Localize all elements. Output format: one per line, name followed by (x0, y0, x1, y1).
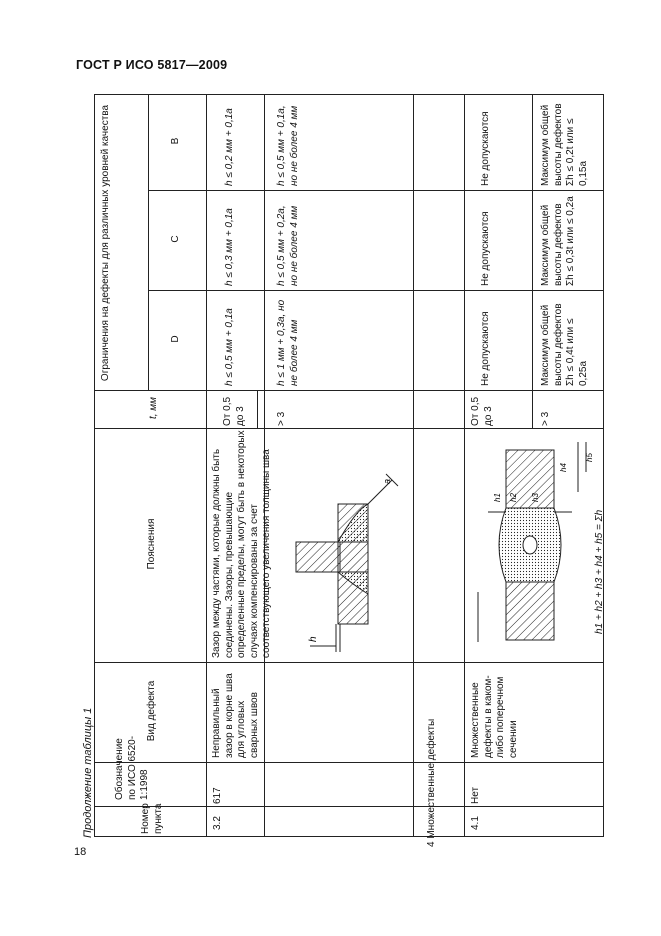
row-4-1-c-1: Не допускаются (480, 211, 491, 286)
section-4-title: 4 Множественные дефекты (426, 718, 437, 847)
row-3-2-explanation: Зазор между частями, которые должны быть соединены. Зазоры, превышающие определенные пределы, могут быть в некоторых случаях компенсированы за счет соответствующего увеличения толщины шва (211, 430, 272, 658)
fig-label-h4: h4 (559, 463, 568, 472)
row-4-1-item-no: 4.1 (470, 816, 481, 830)
row-4-1-b-2: Максимум общей высоты дефектов Σh ≤ 0,2t или ≤ 0,15a (540, 103, 589, 186)
row-3-2-d-2: h ≤ 1 мм + 0,3a, но не более 4 мм (276, 299, 300, 386)
row-3-2-t-2: > 3 (276, 411, 287, 426)
row-3-2-iso-ref: 617 (212, 787, 223, 804)
header-item-no: Номер пункта (140, 803, 164, 834)
row-3-2-defect-type: Неправильный зазор в корне шва для угловых сварных швов (211, 673, 260, 758)
row-4-1-iso-ref: Нет (470, 786, 481, 804)
row-3-2-d-1: h ≤ 0,5 мм + 0,1a (224, 308, 235, 386)
header-level-b: B (170, 137, 181, 145)
fig-label-h5: h5 (585, 453, 594, 462)
row-3-2-t-1: От 0,5 до 3 (222, 396, 246, 426)
header-defect-type: Вид дефекта (146, 680, 157, 742)
fig-label-h3: h3 (531, 493, 540, 502)
row-3-2-c-1: h ≤ 0,3 мм + 0,1a (224, 208, 235, 286)
row-3-2-b-1: h ≤ 0,2 мм + 0,1a (224, 108, 235, 186)
figure-label-a: a (382, 478, 392, 484)
row-4-1-defect-type: Множественные дефекты в каком-либо поперечном сечении (470, 675, 519, 758)
row-4-1-t-2: > 3 (540, 411, 551, 426)
header-thickness: t, мм (148, 396, 159, 420)
fig-label-h1: h1 (493, 493, 502, 502)
header-explanation: Пояснения (146, 518, 157, 570)
fig-label-h2: h2 (509, 493, 518, 502)
row-4-1-t-1: От 0,5 до 3 (470, 396, 494, 426)
document-title: ГОСТ Р ИСО 5817—2009 (76, 58, 228, 72)
page-number: 18 (74, 846, 87, 858)
row-3-2-c-2: h ≤ 0,5 мм + 0,2a, но не более 4 мм (276, 205, 300, 286)
row-4-1-d-1: Не допускаются (480, 311, 491, 386)
fillet-weld-gap-figure (290, 434, 408, 658)
table-caption: Продолжение таблицы 1 (82, 707, 94, 838)
row-3-2-b-2: h ≤ 0,5 мм + 0,1a, но не более 4 мм (276, 105, 300, 186)
row-4-1-d-2: Максимум общей высоты дефектов Σh ≤ 0,4t или ≤ 0,25a (540, 303, 589, 386)
row-3-2-item-no: 3.2 (212, 816, 223, 830)
header-level-c: C (170, 235, 181, 243)
row-4-1-formula: h1 + h2 + h3 + h4 + h5 = Σh (594, 509, 605, 634)
row-4-1-b-1: Не допускаются (480, 111, 491, 186)
multiple-defects-figure (468, 432, 604, 658)
header-iso-ref: Обозначение по ИСО 6520-1:1998 (114, 735, 150, 800)
row-4-1-c-2: Максимум общей высоты дефектов Σh ≤ 0,3t или ≤ 0,2a (540, 196, 576, 286)
header-level-d: D (170, 335, 181, 343)
header-limits-group: Ограничения на дефекты для различных уровней качества (100, 104, 111, 382)
figure-label-h: h (308, 636, 319, 642)
